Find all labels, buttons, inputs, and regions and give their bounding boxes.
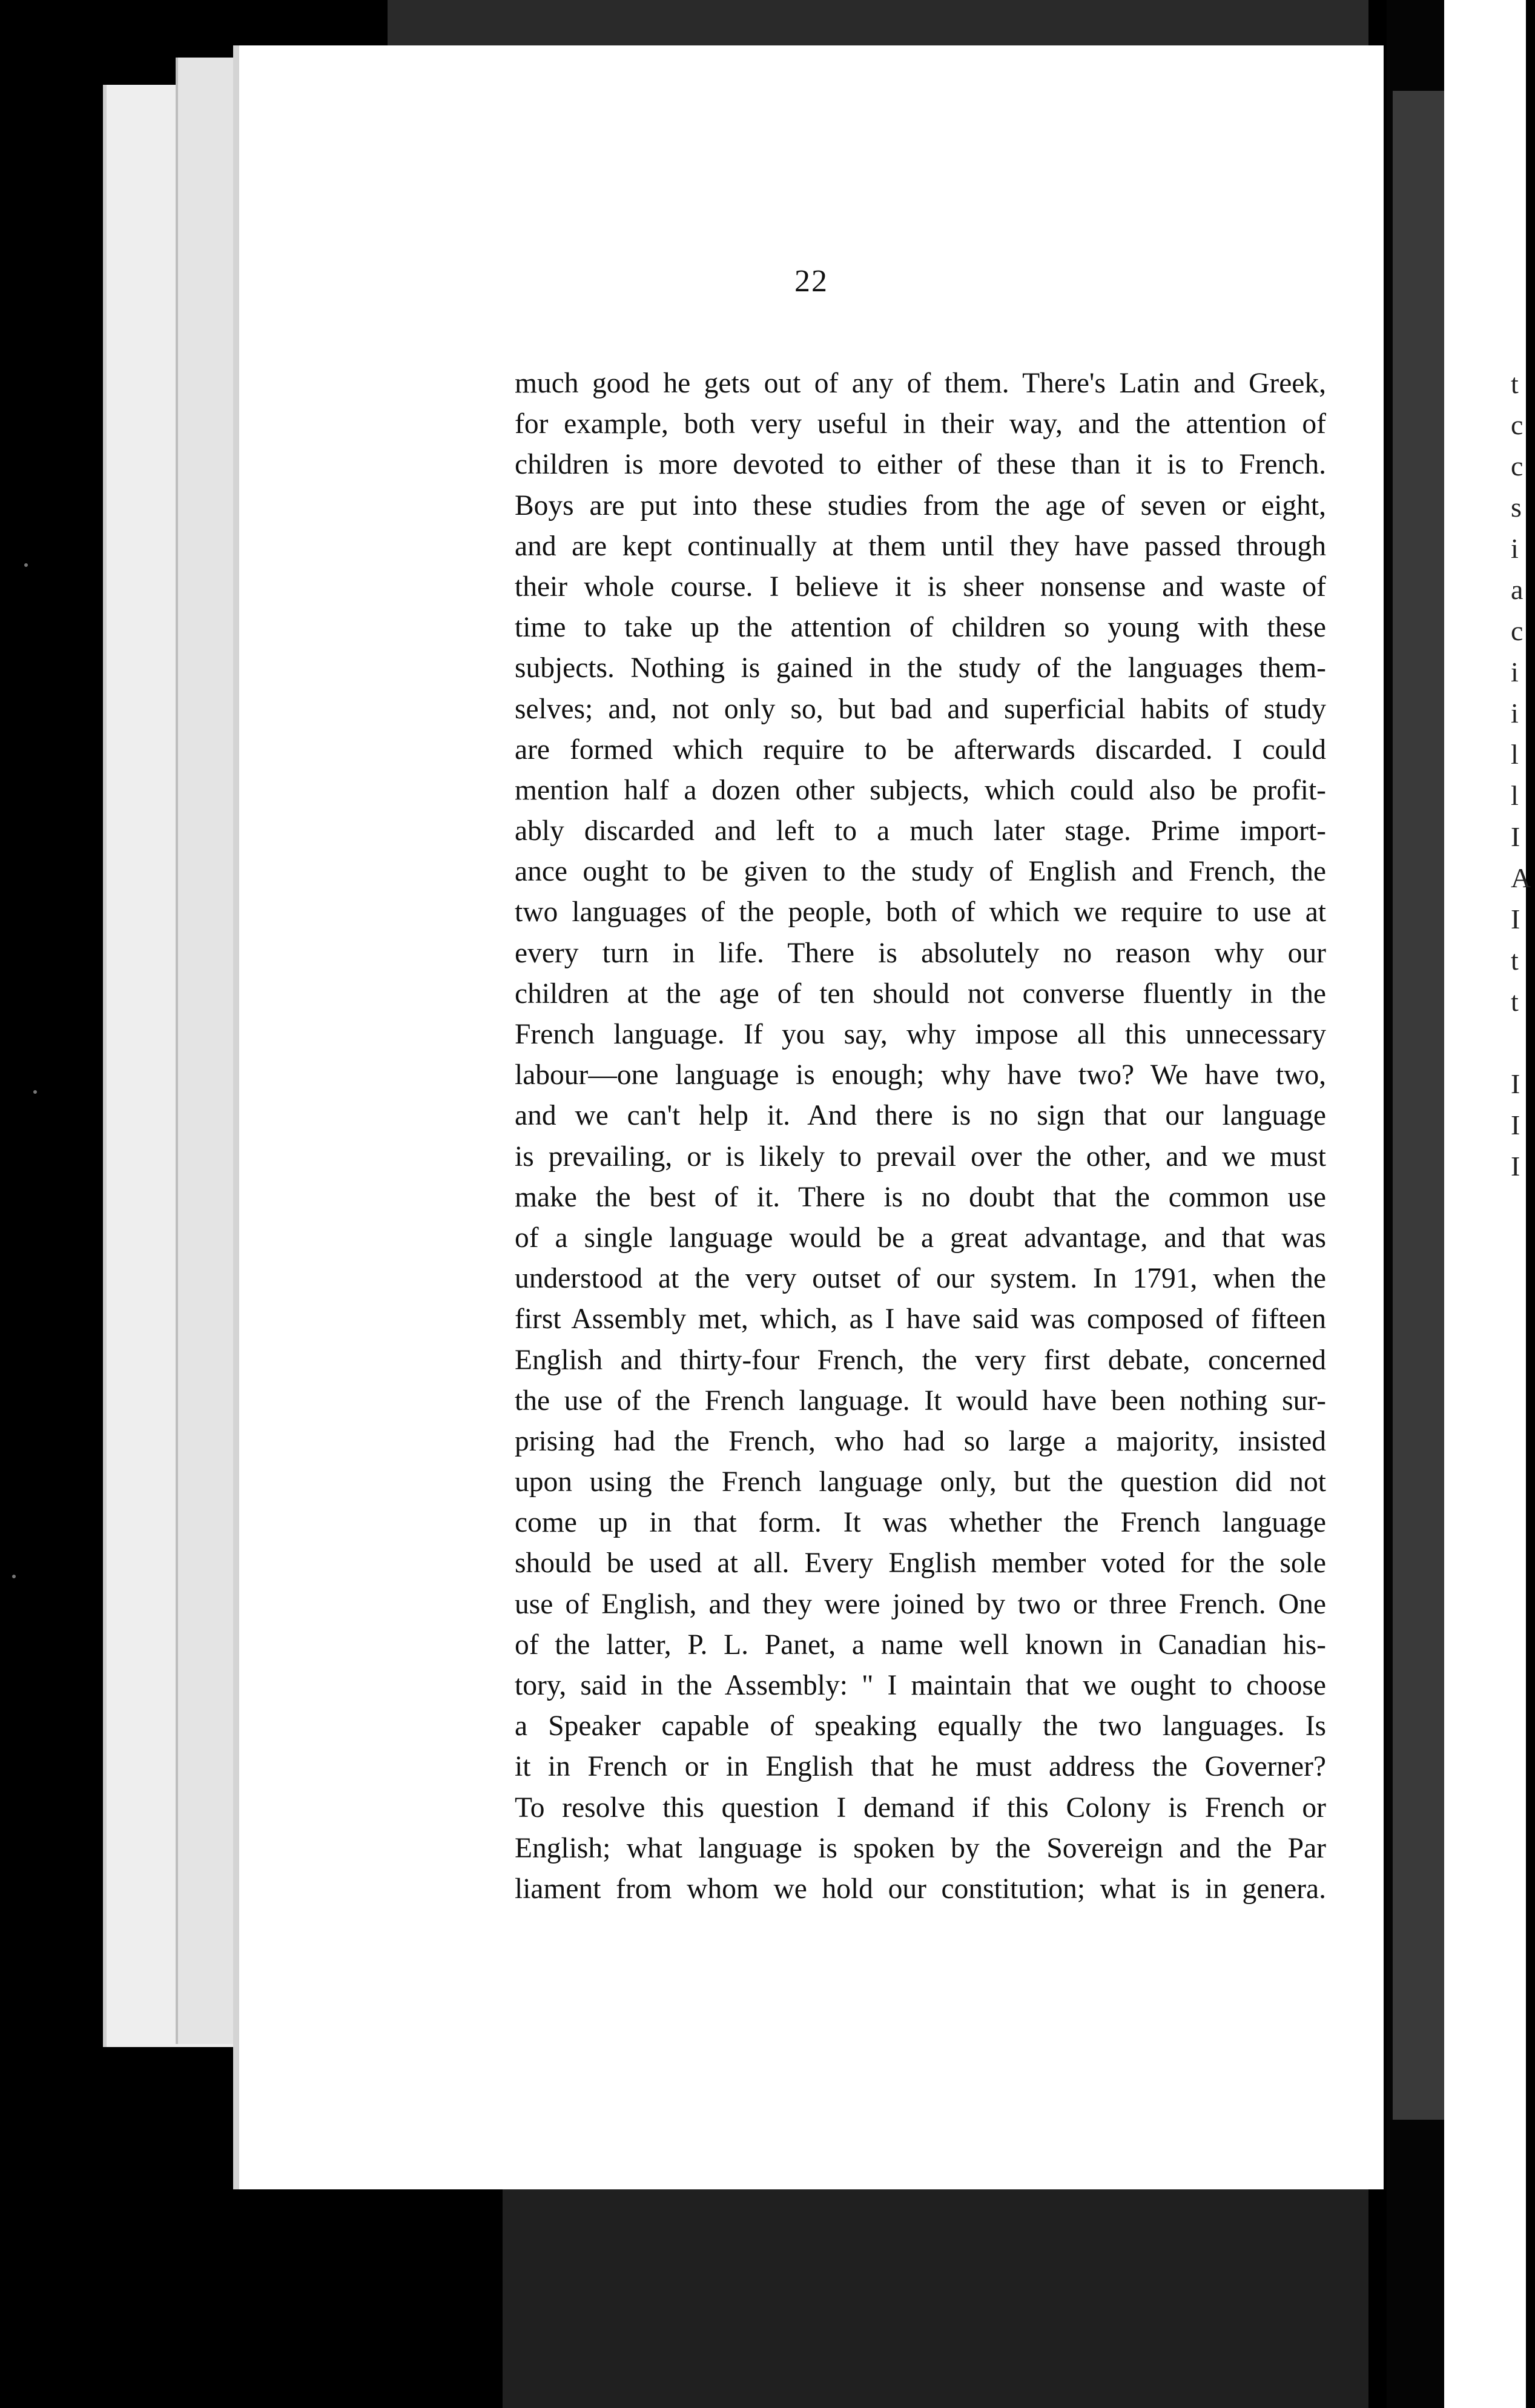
neighbor-text-fragment xyxy=(1511,1022,1535,1063)
text-line: To resolve this question I demand if this Colony is French or xyxy=(515,1791,1326,1824)
neighbor-text-fragment: c xyxy=(1511,409,1523,440)
text-line: for example, both very useful in their way, and the attention of xyxy=(515,408,1326,440)
text-line: ably discarded and left to a much later stage. Prime import- xyxy=(515,815,1326,847)
text-line: is prevailing, or is likely to prevail over the other, and we must xyxy=(515,1140,1326,1173)
neighbor-text-fragment: A xyxy=(1511,862,1531,893)
text-line: labour—one language is enough; why have two? We have two, xyxy=(515,1059,1326,1091)
text-line: English and thirty-four French, the very first debate, concerned xyxy=(515,1344,1326,1376)
text-line: of the latter, P. L. Panet, a name well known in Canadian his- xyxy=(515,1629,1326,1661)
text-line: tory, said in the Assembly: " I maintain that we ought to choose xyxy=(515,1670,1326,1701)
text-line: it in French or in English that he must address the Governer? xyxy=(515,1751,1326,1783)
text-line: prising had the French, who had so large a majority, insisted xyxy=(515,1425,1326,1457)
neighbor-text-fragment: I xyxy=(1511,904,1520,934)
neighbor-text-fragment: i xyxy=(1511,533,1519,564)
neighbor-text-fragment: l xyxy=(1511,739,1519,770)
body-text xyxy=(515,363,1326,1910)
neighbor-text-fragment: c xyxy=(1511,451,1523,481)
text-line: a Speaker capable of speaking equally the two languages. Is xyxy=(515,1710,1326,1742)
text-line: the use of the French language. It would have been nothing sur- xyxy=(515,1384,1326,1417)
text-line: first Assembly met, which, as I have said was composed of fifteen xyxy=(515,1303,1326,1335)
text-line: their whole course. I believe it is sheer nonsense and waste of xyxy=(515,571,1326,603)
page-number: 22 xyxy=(794,264,828,299)
scan-speck xyxy=(33,1090,37,1094)
text-line: ance ought to be given to the study of English and French, the xyxy=(515,856,1326,888)
neighbor-text-fragment: t xyxy=(1511,368,1519,399)
book-page xyxy=(233,45,1384,2189)
text-line: subjects. Nothing is gained in the study of the languages them- xyxy=(515,652,1326,684)
text-line: French language. If you say, why impose all this unnecessary xyxy=(515,1019,1326,1050)
text-line: of a single language would be a great advantage, and that was xyxy=(515,1222,1326,1254)
text-line: and we can't help it. And there is no sign that our language xyxy=(515,1100,1326,1132)
text-line: understood at the very outset of our system. In 1791, when the xyxy=(515,1263,1326,1295)
neighbor-page xyxy=(1444,0,1526,2408)
text-line: come up in that form. It was whether the French language xyxy=(515,1507,1326,1539)
text-line: upon using the French language only, but the question did not xyxy=(515,1466,1326,1498)
text-line: English; what language is spoken by the Sovereign and the Par xyxy=(515,1832,1326,1864)
text-line: and are kept continually at them until they have passed through xyxy=(515,530,1326,562)
neighbor-text-fragment: l xyxy=(1511,780,1519,811)
text-line: children is more devoted to either of these than it is to French. xyxy=(515,449,1326,481)
neighbor-text-fragment: I xyxy=(1511,1068,1520,1099)
neighbor-text-fragment: I xyxy=(1511,1151,1520,1182)
scan-speck xyxy=(24,563,28,567)
neighbor-text-fragment: c xyxy=(1511,615,1523,646)
text-line: use of English, and they were joined by two or three French. One xyxy=(515,1588,1326,1620)
text-line: selves; and, not only so, but bad and superficial habits of study xyxy=(515,693,1326,725)
text-line: time to take up the attention of children so young with these xyxy=(515,612,1326,644)
text-line: make the best of it. There is no doubt that the common use xyxy=(515,1181,1326,1213)
text-line: Boys are put into these studies from the age of seven or eight, xyxy=(515,489,1326,521)
neighbor-text-fragment: a xyxy=(1511,574,1523,605)
book-gutter xyxy=(1393,91,1444,2120)
neighbor-text-fragment: i xyxy=(1511,657,1519,687)
text-line: are formed which require to be afterwards discarded. I could xyxy=(515,733,1326,766)
scan-speck xyxy=(12,1575,16,1578)
text-line: every turn in life. There is absolutely no reason why our xyxy=(515,937,1326,969)
text-line: mention half a dozen other subjects, which could also be profit- xyxy=(515,774,1326,806)
neighbor-text-fragment: i xyxy=(1511,698,1519,729)
neighbor-text-fragment: I xyxy=(1511,1110,1520,1140)
neighbor-text-fragment: t xyxy=(1511,945,1519,976)
text-line: children at the age of ten should not converse fluently in the xyxy=(515,977,1326,1010)
text-line: liament from whom we hold our constitution; what is in genera. xyxy=(515,1873,1326,1905)
text-line: should be used at all. Every English member voted for the sole xyxy=(515,1547,1326,1579)
neighbor-text-fragment: t xyxy=(1511,986,1519,1017)
neighbor-text-fragment: I xyxy=(1511,821,1520,852)
neighbor-page-text xyxy=(1511,363,1535,1187)
scan-background-bottom xyxy=(503,2168,1368,2408)
neighbor-text-fragment: s xyxy=(1511,492,1522,523)
text-line: two languages of the people, both of which we require to use at xyxy=(515,896,1326,928)
text-line: much good he gets out of any of them. There's Latin and Greek, xyxy=(515,368,1326,399)
